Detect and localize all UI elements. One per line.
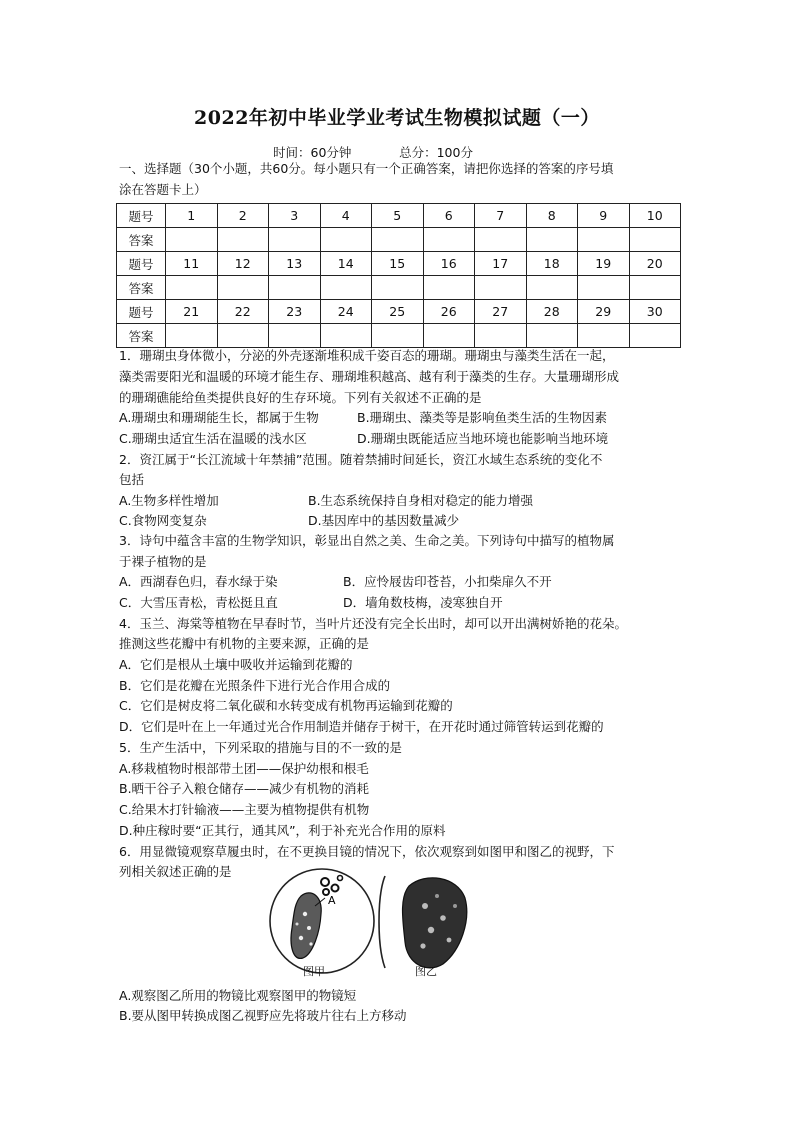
question-number-cell: 11 [166,252,218,276]
answer-cell[interactable] [166,228,218,252]
q2-option-b: B.生态系统保持自身相对稳定的能力增强 [308,493,534,508]
question-number-cell: 25 [372,300,424,324]
question-number-cell: 2 [217,204,269,228]
answer-cell[interactable] [217,228,269,252]
question-number-cell: 12 [217,252,269,276]
question-number-cell: 20 [629,252,681,276]
time-info: 时间：60分钟 [273,145,352,160]
question-number-cell: 26 [423,300,475,324]
question-number-cell: 1 [166,204,218,228]
question-number-cell: 17 [475,252,527,276]
q4-stem: 推测这些花瓣中有机物的主要来源，正确的是 [119,636,370,651]
q2-option-c: C.食物网变复杂 [119,513,207,528]
question-number-row [117,252,681,276]
figure-a-caption: 图甲 [303,965,325,978]
q1-option-d: D.珊瑚虫既能适应当地环境也能影响当地环境 [357,431,609,446]
question-number-cell: 7 [475,204,527,228]
question-number-cell: 9 [578,204,630,228]
question-number-cell: 15 [372,252,424,276]
score-info: 总分：100分 [399,145,473,160]
q1-option-a: A.珊瑚虫和珊瑚能生长，都属于生物 [119,410,319,425]
answer-cell[interactable] [217,276,269,300]
answer-cell[interactable] [423,324,475,348]
answer-cell[interactable] [320,324,372,348]
q2-stem: 2．资江属于“长江流域十年禁捕”范围。随着禁捕时间延长，资江水域生态系统的变化不 [119,452,603,467]
question-number-cell: 10 [629,204,681,228]
figure-a [270,869,374,973]
question-number-header: 题号 [117,204,166,228]
answer-row [117,228,681,252]
question-number-cell: 16 [423,252,475,276]
answer-row [117,324,681,348]
answer-cell[interactable] [475,276,527,300]
answer-cell[interactable] [629,324,681,348]
question-number-cell: 29 [578,300,630,324]
q1-stem: 藻类需要阳光和温暖的环境才能生存、珊瑚堆积越高、越有利于藻类的生存。大量珊瑚形成 [119,369,620,384]
q2-option-a: A.生物多样性增加 [119,493,219,508]
section-heading-cont: 涂在答题卡上） [119,182,207,197]
answer-cell[interactable] [372,324,424,348]
q1-option-b: B.珊瑚虫、藻类等是影响鱼类生活的生物因素 [357,410,608,425]
question-number-cell: 5 [372,204,424,228]
answer-cell[interactable] [372,228,424,252]
question-number-cell: 27 [475,300,527,324]
q1-stem: 1．珊瑚虫身体微小，分泌的外壳逐渐堆积成千姿百态的珊瑚。珊瑚虫与藻类生活在一起， [119,348,615,363]
question-number-cell: 6 [423,204,475,228]
q6-option-b: B.要从图甲转换成图乙视野应先将玻片往右上方移动 [119,1008,407,1023]
q4-option-b: B．它们是花瓣在光照条件下进行光合作用合成的 [119,678,391,693]
answer-header: 答案 [117,324,166,348]
question-number-header: 题号 [117,300,166,324]
question-number-row [117,204,681,228]
q1-option-c: C.珊瑚虫适宜生活在温暖的浅水区 [119,431,307,446]
answer-row [117,276,681,300]
q6-option-a: A.观察图乙所用的物镜比观察图甲的物镜短 [119,988,357,1003]
answer-cell[interactable] [423,276,475,300]
q3-option-a: A．西湖春色归，春水绿于染 [119,574,278,589]
answer-cell[interactable] [578,228,630,252]
figure-b [379,870,485,974]
question-number-header: 题号 [117,252,166,276]
answer-cell[interactable] [320,228,372,252]
question-number-cell: 28 [526,300,578,324]
q5-option-b: B.晒干谷子入粮仓储存——减少有机物的消耗 [119,781,370,796]
answer-cell[interactable] [166,324,218,348]
answer-cell[interactable] [578,324,630,348]
answer-cell[interactable] [526,228,578,252]
answer-cell[interactable] [269,324,321,348]
answer-cell[interactable] [269,276,321,300]
question-number-cell: 4 [320,204,372,228]
q3-stem: 于裸子植物的是 [119,554,207,569]
answer-cell[interactable] [166,276,218,300]
answer-cell[interactable] [526,324,578,348]
q6-stem: 6．用显微镜观察草履虫时，在不更换目镜的情况下，依次观察到如图甲和图乙的视野，下 [119,844,615,859]
question-number-cell: 30 [629,300,681,324]
question-number-cell: 19 [578,252,630,276]
page-title: 2022年初中毕业学业考试生物模拟试题（一） [194,107,600,129]
q4-option-d: D．它们是叶在上一年通过光合作用制造并储存于树干，在开花时通过筛管转运到花瓣的 [119,719,604,734]
q4-option-a: A．它们是根从土壤中吸收并运输到花瓣的 [119,657,353,672]
q5-option-d: D.种庄稼时要“正其行，通其风”，利于补充光合作用的原料 [119,823,446,838]
question-number-cell: 24 [320,300,372,324]
q3-option-d: D．墙角数枝梅，凌寒独自开 [343,595,503,610]
q3-stem: 3．诗句中蕴含丰富的生物学知识，彰显出自然之美、生命之美。下列诗句中描写的植物属 [119,533,615,548]
q5-option-c: C.给果木打针输液——主要为植物提供有机物 [119,802,370,817]
question-number-cell: 3 [269,204,321,228]
answer-cell[interactable] [423,228,475,252]
answer-header: 答案 [117,228,166,252]
question-number-cell: 23 [269,300,321,324]
answer-cell[interactable] [269,228,321,252]
answer-cell[interactable] [629,276,681,300]
q4-option-c: C．它们是树皮将二氧化碳和水转变成有机物再运输到花瓣的 [119,698,453,713]
answer-cell[interactable] [217,324,269,348]
question-number-cell: 14 [320,252,372,276]
question-number-cell: 21 [166,300,218,324]
question-number-cell: 22 [217,300,269,324]
q1-stem: 的珊瑚礁能给鱼类提供良好的生存环境。下列有关叙述不正确的是 [119,390,482,405]
microscope-figure [265,866,495,980]
question-number-row [117,300,681,324]
answer-cell[interactable] [320,276,372,300]
question-number-cell: 8 [526,204,578,228]
answer-cell[interactable] [526,276,578,300]
figure-marker: A [328,894,336,907]
answer-cell[interactable] [475,228,527,252]
q5-stem: 5．生产生活中，下列采取的措施与目的不一致的是 [119,740,402,755]
section-heading: 一、选择题（30个小题，共60分。每小题只有一个正确答案，请把你选择的答案的序号填 [119,161,614,176]
q6-stem: 列相关叙述正确的是 [119,864,232,879]
answer-table [116,203,681,348]
q2-stem: 包括 [119,472,145,487]
q3-option-c: C．大雪压青松，青松挺且直 [119,595,278,610]
answer-header: 答案 [117,276,166,300]
answer-cell[interactable] [578,276,630,300]
q4-stem: 4．玉兰、海棠等植物在早春时节，当叶片还没有完全长出时，却可以开出满树娇艳的花朵。 [119,616,627,631]
answer-cell[interactable] [629,228,681,252]
question-number-cell: 13 [269,252,321,276]
q2-option-d: D.基因库中的基因数量减少 [308,513,460,528]
question-number-cell: 18 [526,252,578,276]
answer-cell[interactable] [475,324,527,348]
q3-option-b: B．应怜屐齿印苍苔，小扣柴扉久不开 [343,574,552,589]
figure-b-caption: 图乙 [415,965,437,978]
answer-cell[interactable] [372,276,424,300]
q5-option-a: A.移栽植物时根部带土团——保护幼根和根毛 [119,761,369,776]
